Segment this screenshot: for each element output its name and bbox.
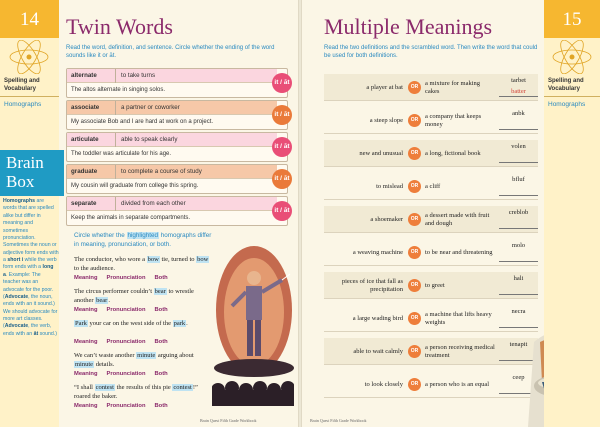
meaning-row xyxy=(324,338,538,365)
answer-line xyxy=(499,261,538,262)
definition-1: a large wading bird xyxy=(352,314,403,322)
topic-label-right: Homographs xyxy=(548,101,586,108)
definition-1: to look closely xyxy=(364,380,403,388)
or-badge: OR xyxy=(408,279,421,292)
brain-box-text xyxy=(3,198,59,338)
atom-icon xyxy=(6,40,52,74)
bb-at: āt xyxy=(33,330,39,337)
bb-short-i: short i xyxy=(7,257,24,263)
scrambled-word: tarbet xyxy=(511,77,526,84)
twin-definition: to complete a course of study xyxy=(121,168,202,175)
meaning-row xyxy=(324,239,538,266)
highlighted-homograph: contest xyxy=(173,384,192,391)
scrambled-word: volen xyxy=(511,143,526,150)
twin-word-box xyxy=(66,68,288,98)
answer-options xyxy=(74,339,177,345)
answer-line xyxy=(499,195,538,196)
scrambled-word: creblob xyxy=(508,209,529,216)
definition-2: a mixture for making cakes xyxy=(425,79,481,95)
definition-2: to be near and threatening xyxy=(425,248,493,256)
answer-line xyxy=(499,228,538,229)
sentence-part: tie, turned to xyxy=(159,256,197,263)
conductor-illustration xyxy=(212,240,294,406)
highlighted-homograph: Park xyxy=(75,320,87,327)
word-definition-row xyxy=(67,69,277,83)
option-both[interactable]: Both xyxy=(154,371,168,377)
twin-definition: able to speak clearly xyxy=(121,136,178,143)
definition-1: a shoemaker xyxy=(370,215,403,223)
option-both[interactable]: Both xyxy=(154,403,168,409)
sentence-part: . xyxy=(108,297,110,305)
sentence-part: your car on the west side of the xyxy=(87,320,173,327)
scrambled-word: molo xyxy=(511,242,526,249)
twin-word: articulate xyxy=(71,136,99,143)
twin-word-box xyxy=(66,132,288,162)
twin-word: separate xyxy=(71,200,97,207)
right-sidebar xyxy=(544,0,600,427)
word-definition-row xyxy=(67,133,277,147)
sentence-part: the results of this pie xyxy=(115,384,173,391)
twin-word-box xyxy=(66,196,288,226)
answer-options xyxy=(74,403,177,409)
section-label-right: Spelling and Vocabulary xyxy=(548,78,584,92)
highlighted-homograph: bear xyxy=(154,288,166,295)
it-at-choice[interactable]: it / āt xyxy=(272,201,292,221)
definition-2: a cliff xyxy=(425,182,441,190)
sentence-part: to the audience. xyxy=(74,265,115,273)
footer-left: Brain Quest Fifth Grade Workbook xyxy=(200,418,257,423)
option-meaning[interactable]: Meaning xyxy=(74,275,98,281)
option-meaning[interactable]: Meaning xyxy=(74,371,98,377)
atom-icon xyxy=(549,40,595,74)
option-pronunciation[interactable]: Pronunciation xyxy=(106,371,146,377)
brain-box-title-1: Brain xyxy=(6,153,44,172)
or-badge: OR xyxy=(408,114,421,127)
option-pronunciation[interactable]: Pronunciation xyxy=(106,275,146,281)
book-spine xyxy=(298,0,302,427)
homograph-sentence xyxy=(74,287,212,305)
option-meaning[interactable]: Meaning xyxy=(74,403,98,409)
twin-sentence: The altos alternate in singing solos. xyxy=(71,87,166,93)
highlighted-homograph: bear xyxy=(96,297,108,305)
twin-word: associate xyxy=(71,104,100,111)
bb-term: Homographs xyxy=(3,198,35,204)
twin-definition: to take turns xyxy=(121,72,156,79)
homograph-sentence xyxy=(74,319,212,328)
scrambled-word: tenapit xyxy=(509,341,528,348)
twin-definition: a partner or coworker xyxy=(121,104,180,111)
twin-sentence: My cousin will graduate from college this spring. xyxy=(71,183,199,189)
highlighted-homograph: minute xyxy=(75,361,94,369)
definition-1: new and unusual xyxy=(359,149,403,157)
sentence-part: arguing about xyxy=(156,352,194,359)
option-pronunciation[interactable]: Pronunciation xyxy=(106,403,146,409)
scrambled-word: ceep xyxy=(512,374,525,381)
scrambled-word: necra xyxy=(511,308,526,315)
definition-2: a person receiving medical treatment xyxy=(425,343,495,359)
scrambled-word: anbk xyxy=(512,110,525,117)
option-both[interactable]: Both xyxy=(154,307,168,313)
twin-word: alternate xyxy=(71,72,97,79)
highlighted-homograph: bow xyxy=(147,256,159,263)
bb-advocate-2: Advocate xyxy=(4,323,29,330)
homograph-sentence xyxy=(74,383,212,401)
meaning-row xyxy=(324,74,538,101)
definition-2: a dessert made with fruit and dough xyxy=(425,211,490,227)
sentence-part: to wrestle another xyxy=(74,288,194,305)
definition-2: a company that keeps money xyxy=(425,112,482,128)
answer-line xyxy=(499,129,538,130)
bb-advocate-1: Advocate xyxy=(4,293,29,300)
it-at-choice[interactable]: it / āt xyxy=(272,73,292,93)
bb-text-1: are words that are spelled alike but differ in meaning and sometimes pronunciation. Sometimes the noun or adjective form ends with a xyxy=(3,198,59,263)
answer-line xyxy=(499,162,538,163)
definition-1: able to wait calmly xyxy=(353,347,403,355)
answer-options xyxy=(74,371,177,377)
page-title-right: Multiple Meanings xyxy=(324,14,493,39)
sentence-part: The circus performer couldn’t xyxy=(74,288,154,295)
circle-instructions xyxy=(74,232,214,250)
definition-1: to mislead xyxy=(376,182,403,190)
homograph-sentence xyxy=(74,255,212,273)
divider xyxy=(115,197,116,211)
sentence-part: “I shall xyxy=(74,384,95,391)
definition-2: a person who is an equal xyxy=(425,380,490,388)
divider xyxy=(115,133,116,147)
option-pronunciation[interactable]: Pronunciation xyxy=(106,307,146,313)
or-badge: OR xyxy=(408,81,421,94)
highlighted-homograph: minute xyxy=(137,352,156,359)
bb-text-5: , the verb, ends with an xyxy=(3,323,52,337)
definition-2: a long, fictional book xyxy=(425,149,481,157)
answer-line xyxy=(499,96,538,97)
meaning-row xyxy=(324,107,538,134)
meaning-row xyxy=(324,305,538,332)
twin-word-box xyxy=(66,100,288,130)
instructions-right: Read the two definitions and the scrambled word. Then write the word that could be used for both definitions. xyxy=(324,45,538,60)
divider-right xyxy=(544,96,600,97)
scrambled-word: bfluf xyxy=(512,176,525,183)
meaning-row xyxy=(324,140,538,167)
highlighted-homograph: bow xyxy=(197,256,209,263)
or-badge: OR xyxy=(408,312,421,325)
ci-highlight: highlighted xyxy=(127,232,158,239)
bb-text-6: sound.) xyxy=(39,330,57,337)
highlighted-homograph: contest xyxy=(95,384,114,391)
twin-sentence: The toddler was articulate for his age. xyxy=(71,151,172,157)
meaning-row xyxy=(324,371,538,398)
section-label: Spelling and Vocabulary xyxy=(4,78,40,92)
answer-options xyxy=(74,275,177,281)
definition-1: a player at bat xyxy=(366,83,403,91)
highlighted-homograph: park xyxy=(173,320,186,327)
option-both[interactable]: Both xyxy=(154,339,168,345)
twin-definition: divided from each other xyxy=(121,200,186,207)
bb-text-2: while the verb form ends with a xyxy=(3,257,57,271)
or-badge: OR xyxy=(408,213,421,226)
or-badge: OR xyxy=(408,345,421,358)
ci-post: homographs differ in meaning, pronunciation, or both. xyxy=(74,232,212,248)
definition-2: a machine that lifts heavy weights xyxy=(425,310,492,326)
bb-text-4: , the noun, ends with an it sound.) We should advocate for more art classes. ( xyxy=(3,293,58,330)
it-at-choice[interactable]: it / āt xyxy=(272,137,292,157)
sentence-part: . xyxy=(186,320,188,327)
bb-text-3: . Example: The teacher was an advocate for the poor. ( xyxy=(3,271,54,300)
twin-sentence: My associate Bob and I are hard at work on a project. xyxy=(71,119,214,125)
word-definition-row xyxy=(67,165,277,179)
page-title: Twin Words xyxy=(66,14,173,39)
homograph-sentence xyxy=(74,351,212,369)
option-meaning[interactable]: Meaning xyxy=(74,307,98,313)
meaning-row xyxy=(324,272,538,299)
right-page xyxy=(300,0,600,427)
or-badge: OR xyxy=(408,147,421,160)
or-badge: OR xyxy=(408,378,421,391)
sentence-part: The conductor, who wore a xyxy=(74,256,147,263)
divider xyxy=(115,101,116,115)
page-number-left: 14 xyxy=(20,9,39,30)
divider xyxy=(115,165,116,179)
definition-1: pieces of ice that fall as precipitation xyxy=(341,277,403,293)
divider xyxy=(0,96,59,97)
answer-field[interactable]: batter xyxy=(511,88,526,95)
definition-2: to greet xyxy=(425,281,445,289)
twin-sentence: Keep the animals in separate compartments. xyxy=(71,215,191,221)
definition-1: a weaving machine xyxy=(352,248,403,256)
ci-pre: Circle whether the xyxy=(74,232,127,239)
meaning-row xyxy=(324,173,538,200)
brain-box-title-2: Box xyxy=(6,172,35,191)
page-number-right: 15 xyxy=(562,9,582,30)
it-at-choice[interactable]: it / āt xyxy=(272,169,292,189)
topic-label: Homographs xyxy=(4,101,42,108)
option-both[interactable]: Both xyxy=(154,275,168,281)
sentence-part: We can’t waste another xyxy=(74,352,137,359)
or-badge: OR xyxy=(408,246,421,259)
twin-word-box xyxy=(66,164,288,194)
instructions: Read the word, definition, and sentence. Circle whether the ending of the word sounds like it or āt. xyxy=(66,45,275,60)
option-pronunciation[interactable]: Pronunciation xyxy=(106,339,146,345)
word-definition-row xyxy=(67,197,277,211)
word-definition-row xyxy=(67,101,277,115)
bb-long-a: long a xyxy=(3,264,54,278)
it-at-choice[interactable]: it / āt xyxy=(272,105,292,125)
option-meaning[interactable]: Meaning xyxy=(74,339,98,345)
definition-1: a steep slope xyxy=(369,116,403,124)
sentence-part: details. xyxy=(94,361,115,369)
or-badge: OR xyxy=(408,180,421,193)
sentence-part: !” roared the baker. xyxy=(74,384,198,401)
divider xyxy=(115,69,116,83)
meaning-row xyxy=(324,206,538,233)
brain-box-heading xyxy=(0,150,64,196)
twin-word: graduate xyxy=(71,168,98,175)
answer-options xyxy=(74,307,177,313)
footer-right: Brain Quest Fifth Grade Workbook xyxy=(310,418,367,423)
scrambled-word: hali xyxy=(513,275,524,282)
